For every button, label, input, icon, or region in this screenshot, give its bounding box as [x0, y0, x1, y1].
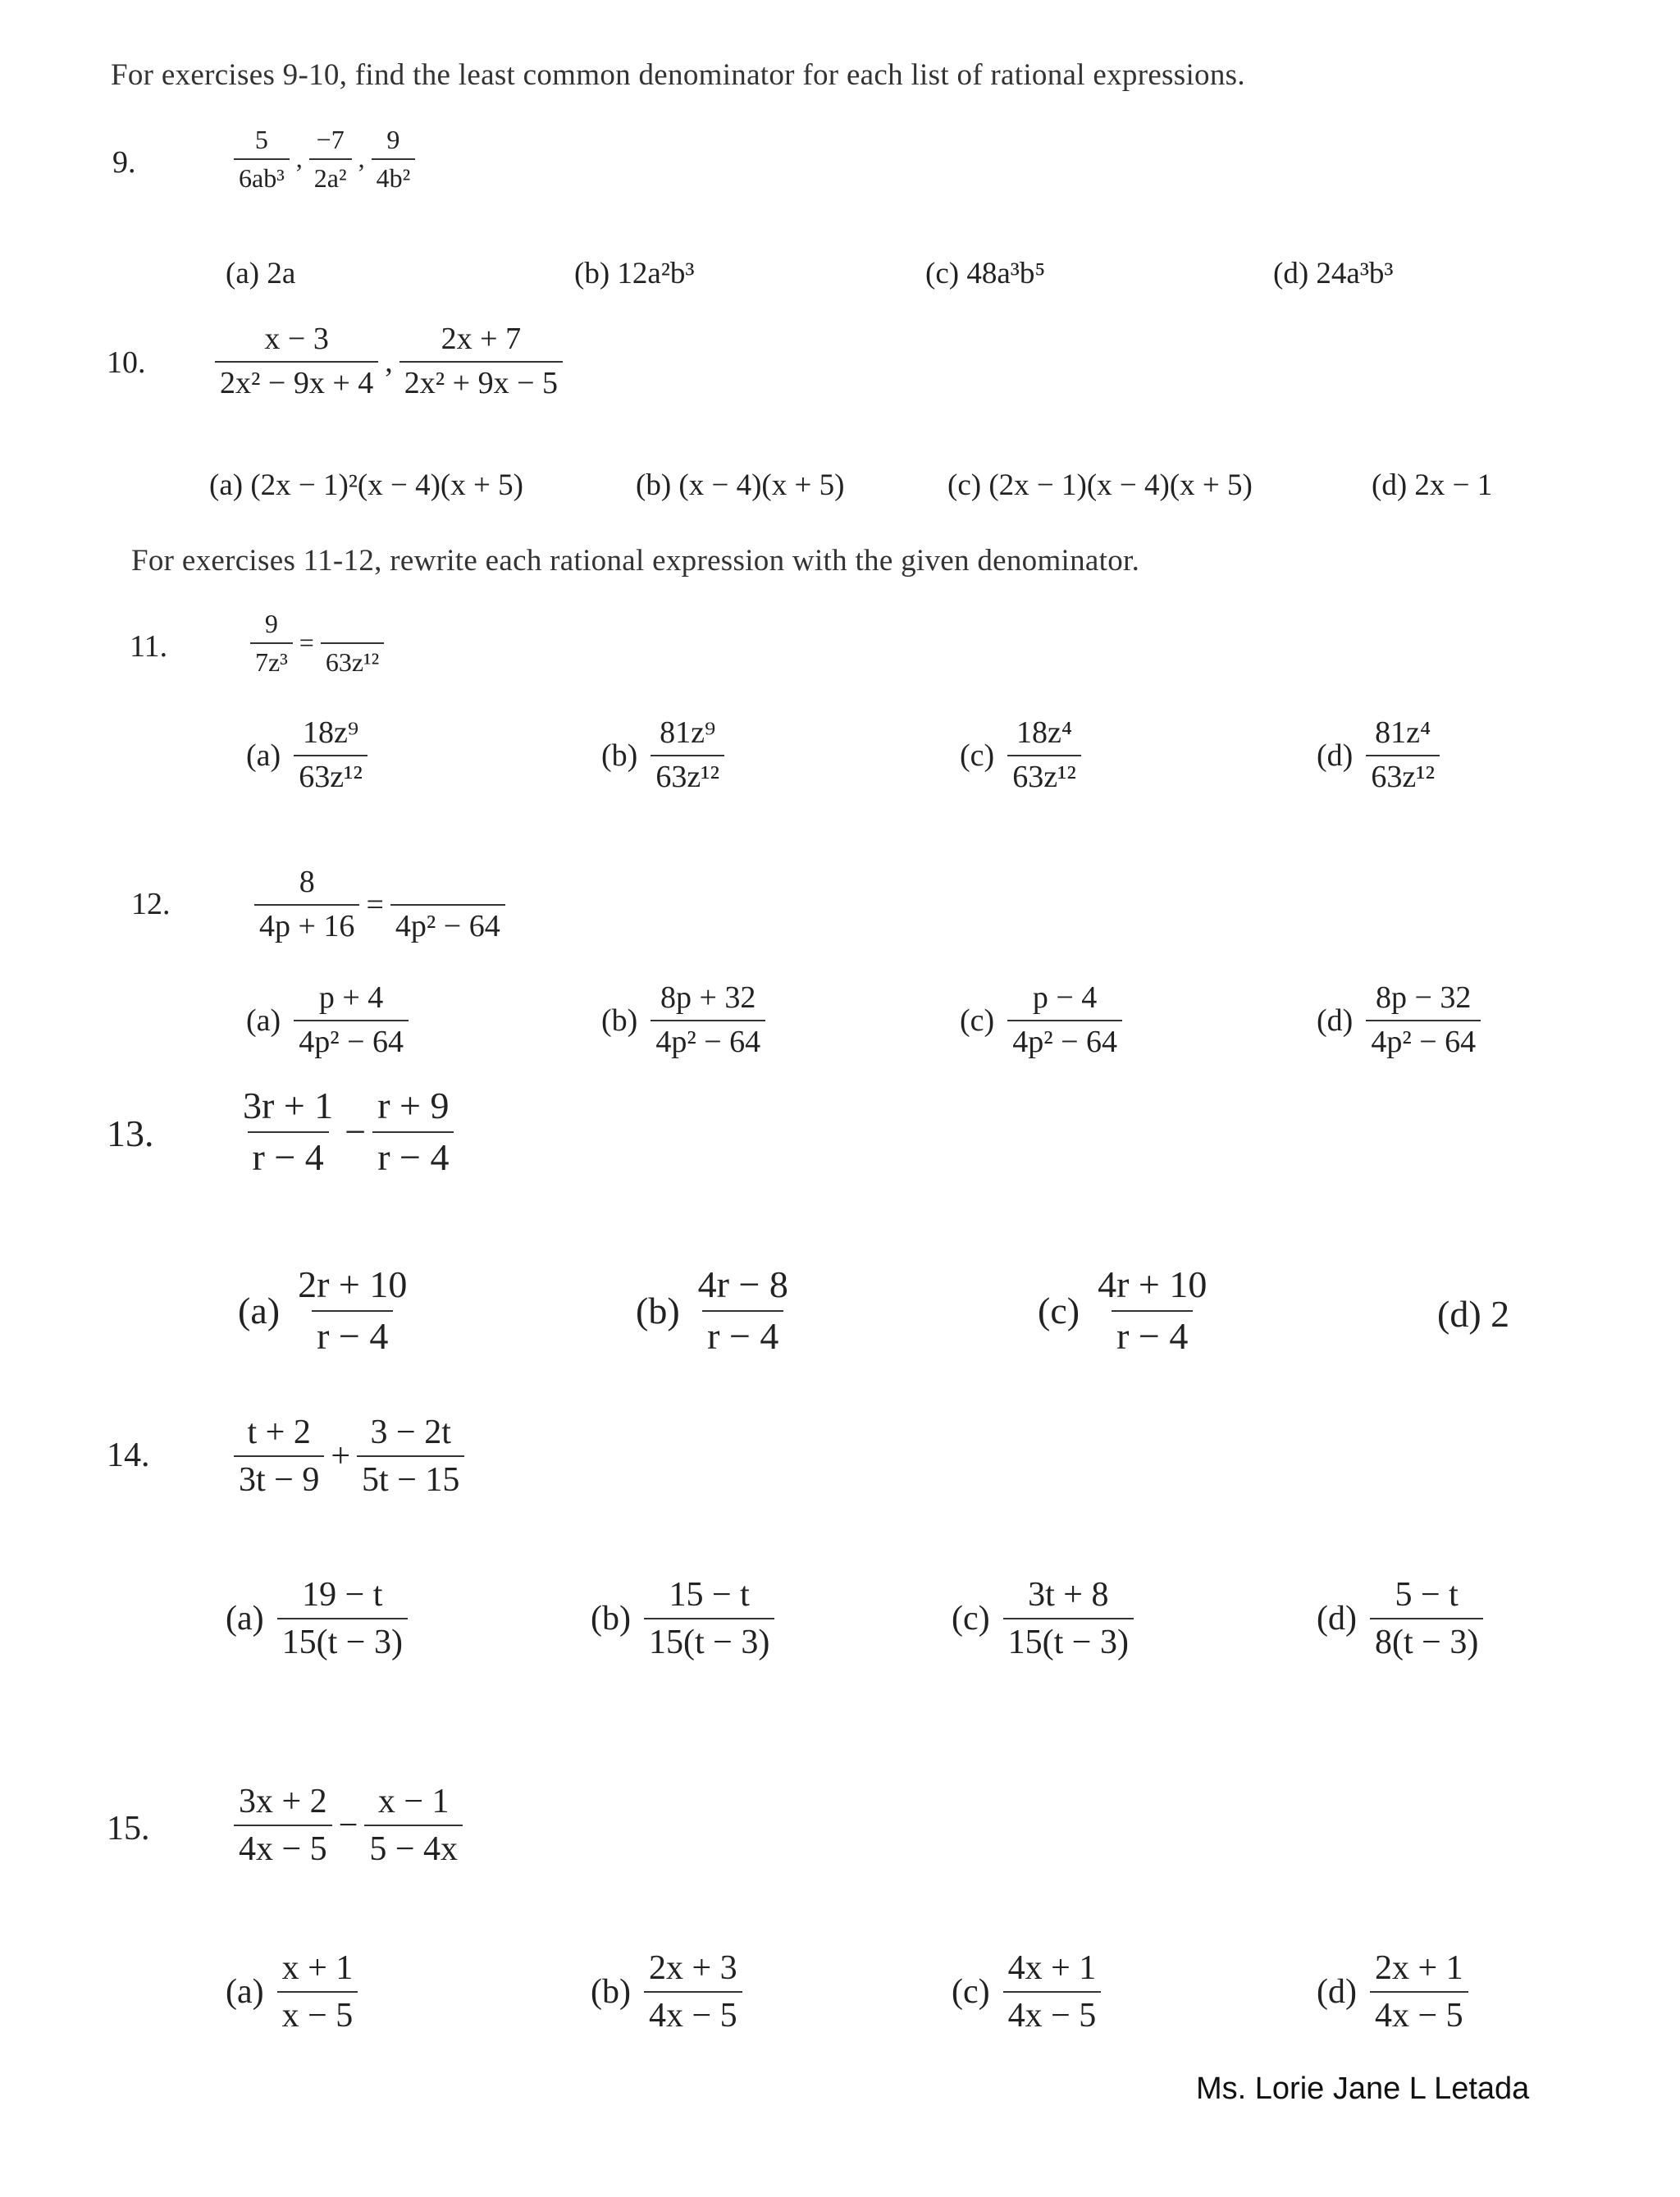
- q13-option-b-label: (b): [636, 1290, 680, 1332]
- q9-frac2-numerator: −7: [316, 125, 345, 154]
- q15-option-b: [591, 1948, 742, 2036]
- q14-option-a-denominator: 15(t − 3): [277, 1618, 408, 1662]
- question-10-number: 10.: [107, 345, 146, 380]
- q11-option-d-numerator: 81z⁴: [1375, 715, 1431, 750]
- q14-option-c-denominator: 15(t − 3): [1003, 1618, 1134, 1662]
- q14-option-b: [591, 1575, 774, 1663]
- q11-left-denominator: 7z³: [250, 642, 293, 678]
- q11-option-d-denominator: 63z¹²: [1366, 755, 1440, 796]
- q11-option-b-numerator: 81z⁹: [660, 715, 716, 750]
- q15-option-a-label: (a): [226, 1973, 264, 2012]
- question-11-expression: [250, 609, 384, 678]
- question-15-number: 15.: [107, 1810, 150, 1848]
- q12-option-d-label: (d): [1317, 1003, 1354, 1038]
- q12-option-c: [960, 980, 1122, 1060]
- question-12-expression: [254, 865, 505, 944]
- q14-frac2-numerator: 3 − 2t: [370, 1414, 451, 1451]
- q9-option-d: (d) 24a³b³: [1273, 257, 1394, 290]
- q15-frac1-denominator: 4x − 5: [234, 1825, 332, 1869]
- q15-operator: −: [338, 1806, 358, 1845]
- question-9-expression: $\frac{5}{\text{6ab³}}$ , $\frac{-7}{\text{2a²}}$ , $\frac{9}{\text{4b²}}$: [234, 125, 415, 194]
- q14-option-b-numerator: 15 − t: [669, 1576, 750, 1614]
- question-11-number: 11.: [130, 629, 168, 664]
- q12-option-d-numerator: 8p − 32: [1376, 980, 1472, 1015]
- q13-option-a-numerator: 2r + 10: [298, 1263, 408, 1305]
- q11-left-numerator: 9: [264, 609, 278, 638]
- q12-left-numerator: 8: [299, 865, 315, 899]
- q13-option-b-denominator: r − 4: [702, 1310, 783, 1359]
- q12-right-denominator: 4p² − 64: [390, 904, 505, 945]
- q9-option-c: (c) 48a³b⁵: [925, 257, 1046, 290]
- q15-option-d-numerator: 2x + 1: [1374, 1949, 1463, 1987]
- q12-option-c-numerator: p − 4: [1032, 980, 1098, 1015]
- q13-option-a: [238, 1263, 412, 1359]
- question-13-expression: [238, 1085, 454, 1180]
- q12-option-b-denominator: 4p² − 64: [651, 1020, 765, 1061]
- q14-frac1-denominator: 3t − 9: [234, 1455, 324, 1500]
- q12-option-c-denominator: 4p² − 64: [1007, 1020, 1122, 1061]
- q13-option-a-denominator: r − 4: [312, 1310, 393, 1359]
- q15-option-c: [952, 1948, 1101, 2036]
- author-name: Ms. Lorie Jane L Letada: [1196, 2071, 1530, 2106]
- q14-option-b-label: (b): [591, 1600, 631, 1638]
- q13-frac1-denominator: r − 4: [248, 1131, 329, 1180]
- q12-option-d-denominator: 4p² − 64: [1366, 1020, 1481, 1061]
- question-9-number: 9.: [112, 145, 136, 180]
- q13-option-c-numerator: 4r + 10: [1098, 1263, 1208, 1305]
- q15-option-b-label: (b): [591, 1973, 631, 2012]
- q15-option-b-numerator: 2x + 3: [648, 1949, 737, 1987]
- q14-option-b-denominator: 15(t − 3): [644, 1618, 774, 1662]
- q11-option-a-label: (a): [246, 738, 281, 773]
- q10-option-b: (b) (x − 4)(x + 5): [636, 468, 845, 502]
- q14-frac2-denominator: 5t − 15: [357, 1455, 464, 1500]
- q15-option-d-label: (d): [1317, 1973, 1357, 2012]
- q12-option-a-numerator: p + 4: [318, 980, 384, 1015]
- q11-option-a-denominator: 63z¹²: [294, 755, 368, 796]
- q15-frac2-denominator: 5 − 4x: [364, 1825, 463, 1869]
- q12-option-b: [601, 980, 765, 1060]
- q10-option-d: (d) 2x − 1: [1372, 468, 1493, 502]
- q14-option-d-denominator: 8(t − 3): [1370, 1618, 1483, 1662]
- q14-option-c: [952, 1575, 1134, 1663]
- q12-left-denominator: 4p + 16: [254, 904, 359, 945]
- q15-frac2-numerator: x − 1: [377, 1783, 450, 1820]
- q14-option-a-label: (a): [226, 1600, 264, 1638]
- q11-option-d: [1317, 715, 1440, 795]
- q13-option-c-label: (c): [1038, 1290, 1080, 1332]
- q12-option-b-label: (b): [601, 1003, 638, 1038]
- q14-option-a-numerator: 19 − t: [302, 1576, 383, 1614]
- instruction-11-12: For exercises 11-12, rewrite each rational expression with the given denominator.: [131, 544, 1140, 578]
- q13-option-d: (d) 2: [1437, 1293, 1510, 1335]
- q11-option-b-denominator: 63z¹²: [651, 755, 724, 796]
- q13-option-a-label: (a): [238, 1290, 281, 1332]
- q15-option-a-denominator: x − 5: [277, 1991, 358, 2035]
- q12-option-d: [1317, 980, 1481, 1060]
- q15-option-c-label: (c): [952, 1973, 990, 2012]
- q14-option-d-numerator: 5 − t: [1395, 1576, 1459, 1614]
- q10-option-a: (a) (2x − 1)²(x − 4)(x + 5): [209, 468, 523, 502]
- q15-option-b-denominator: 4x − 5: [644, 1991, 742, 2035]
- q9-frac1-numerator: 5: [254, 125, 268, 154]
- q14-option-c-label: (c): [952, 1600, 990, 1638]
- q11-option-b-label: (b): [601, 738, 638, 773]
- question-12-number: 12.: [131, 887, 171, 921]
- q15-option-c-denominator: 4x − 5: [1003, 1991, 1102, 2035]
- question-14-expression: [234, 1413, 464, 1500]
- q9-option-b: (b) 12a²b³: [574, 257, 695, 290]
- q13-frac1-numerator: 3r + 1: [243, 1085, 334, 1126]
- q13-operator: −: [345, 1111, 367, 1153]
- q10-frac1-numerator: x − 3: [264, 322, 329, 356]
- q15-option-d-denominator: 4x − 5: [1370, 1991, 1468, 2035]
- q11-option-b: [601, 715, 724, 795]
- q11-option-c-denominator: 63z¹²: [1007, 755, 1081, 796]
- q13-option-c: [1038, 1263, 1212, 1359]
- q12-option-b-numerator: 8p + 32: [660, 980, 756, 1015]
- q14-option-a: [226, 1575, 408, 1663]
- q9-frac1-denominator: 6ab³: [234, 158, 290, 194]
- q9-frac3-numerator: 9: [386, 125, 400, 154]
- q13-option-c-denominator: r − 4: [1112, 1310, 1193, 1359]
- q12-equals: =: [366, 887, 384, 922]
- q14-frac1-numerator: t + 2: [247, 1414, 311, 1451]
- q15-option-d: [1317, 1948, 1468, 2036]
- question-10-expression: $\frac{x - 3}{\text{2x² − 9x + 4}}$ , $\frac{2x + 7}{\text{2x² + 9x − 5}}$: [215, 322, 563, 401]
- q11-option-c-numerator: 18z⁴: [1016, 715, 1073, 750]
- q15-frac1-numerator: 3x + 2: [239, 1783, 327, 1820]
- q15-option-a-numerator: x + 1: [281, 1949, 354, 1987]
- q10-option-c: (c) (2x − 1)(x − 4)(x + 5): [947, 468, 1253, 502]
- question-15-expression: [234, 1782, 463, 1870]
- q12-option-c-label: (c): [960, 1003, 995, 1038]
- q9-option-a: (a) 2a: [226, 257, 296, 290]
- q10-frac2-denominator: 2x² + 9x − 5: [399, 361, 563, 402]
- q11-option-a: [246, 715, 368, 795]
- question-13-number: 13.: [107, 1112, 154, 1154]
- q14-option-d-label: (d): [1317, 1600, 1357, 1638]
- q13-frac2-numerator: r + 9: [377, 1085, 450, 1126]
- q15-option-c-numerator: 4x + 1: [1007, 1949, 1097, 1987]
- q11-option-c: [960, 715, 1081, 795]
- q11-equals: =: [299, 628, 314, 658]
- q11-right-denominator: 63z¹²: [321, 642, 384, 678]
- q14-option-d: [1317, 1575, 1483, 1663]
- instruction-9-10: For exercises 9-10, find the least common denominator for each list of rational expressions.: [111, 58, 1245, 92]
- q9-frac3-denominator: 4b²: [372, 158, 416, 194]
- q14-operator: +: [331, 1437, 351, 1476]
- q14-option-c-numerator: 3t + 8: [1028, 1576, 1109, 1614]
- q11-option-a-numerator: 18z⁹: [302, 715, 359, 750]
- q13-option-b: [636, 1263, 793, 1359]
- q10-frac2-numerator: 2x + 7: [441, 322, 522, 356]
- q11-option-c-label: (c): [960, 738, 995, 773]
- q12-option-a-denominator: 4p² − 64: [294, 1020, 409, 1061]
- q11-option-d-label: (d): [1317, 738, 1354, 773]
- question-14-number: 14.: [107, 1436, 150, 1474]
- q12-option-a-label: (a): [246, 1003, 281, 1038]
- q10-frac1-denominator: 2x² − 9x + 4: [215, 361, 378, 402]
- q13-frac2-denominator: r − 4: [372, 1131, 454, 1180]
- q12-option-a: [246, 980, 409, 1060]
- q13-option-b-numerator: 4r − 8: [697, 1263, 788, 1305]
- q9-frac2-denominator: 2a²: [309, 158, 352, 194]
- q15-option-a: [226, 1948, 358, 2036]
